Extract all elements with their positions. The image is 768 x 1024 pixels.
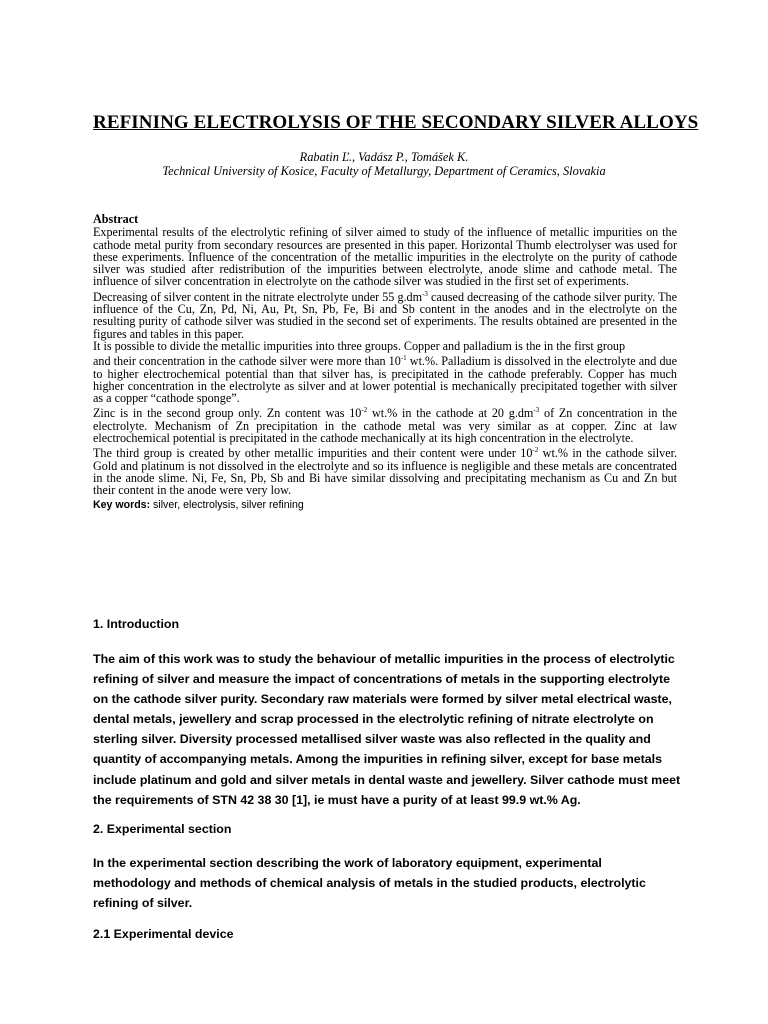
device-section (93, 927, 683, 941)
abstract-heading: Abstract (93, 212, 139, 226)
authors: Rabatin Ľ., Vadász P., Tomášek K. (299, 150, 469, 164)
abstract-text: of Zn concentration in the electrolyte. Mechanism of Zn precipitation in the cathode metal was very similar as at copper. Zinc at law electrochemical potential is precipitated in the cathode mechanically at its high concentration in the electrolyte. (93, 406, 677, 446)
abstract-section (93, 213, 677, 511)
superscript: -3 (533, 406, 540, 415)
abstract-paragraph (93, 447, 677, 496)
abstract-text: and their concentration in the cathode silver were more than 10 (93, 354, 401, 369)
abstract-text: caused decreasing of the cathode silver purity. The influence of the Cu, Zn, Pd, Ni, Au, Pt, Sn, Pb, Fe, Bi and Sb content in the anodes and in the electrolyte on the resulting purity of cathode silver was studied in the second set of experiments. The results obtained are presented in the figures and tables in this paper. (93, 289, 677, 341)
abstract-text: Zinc is in the second group only. Zn content was 10 (93, 406, 362, 421)
keywords-label: Key words: (93, 498, 151, 511)
affiliation: Technical University of Kosice, Faculty of Metallurgy, Department of Ceramics, Slovakia (162, 164, 606, 178)
superscript: -3 (422, 289, 428, 298)
keywords (93, 499, 677, 511)
abstract-text: wt.% in the cathode at 20 g.dm (367, 406, 534, 421)
experimental-body (93, 853, 683, 913)
abstract-paragraph (93, 291, 677, 340)
keywords-list: silver, electrolysis, silver refining (150, 498, 304, 511)
body-paragraph: The aim of this work was to study the behaviour of metallic impurities in the process of electrolytic refining of silver and measure the impact of concentrations of metals in the supporting electrolyte on the cathode silver purity. Secondary raw materials were formed by silver metal electrical waste, dental metals, jewellery and scrap processed in the electrolytic refining of nitrate electrolyte on sterling silver. Diversity processed metallised silver waste was also reflected in the quality and quantity of accompanying metals. Among the impurities in refining silver, except for base metals include platinum and gold and silver metals in dental waste and jewellery. Silver cathode must meet the requirements of STN 42 38 30 [1], ie must have a purity of at least 99.9 wt.% Ag. (93, 652, 681, 807)
body-paragraph: In the experimental section describing the work of laboratory equipment, experimental methodology and methods of chemical analysis of metals in the studied products, electrolytic refining of silver. (93, 856, 646, 911)
abstract-text: wt.%. Palladium is dissolved in the electrolyte and due to higher electrochemical potential than that silver has, is precipitated in the cathode preferably. Copper has much higher concentration in the electrolyte as silver and at lower potential is mechanically precipitated together with silver as a copper “cathode sponge”. (93, 354, 677, 406)
abstract-text: Decreasing of silver content in the nitrate electrolyte under 55 g.dm (93, 289, 423, 304)
experimental-section (93, 822, 683, 836)
superscript: -1 (400, 354, 407, 363)
abstract-paragraph: It is possible to divide the metallic impurities into three groups. Copper and palladium is the in the first group (93, 338, 626, 353)
introduction-body (93, 649, 683, 810)
subsection-heading: 2.1 Experimental device (93, 927, 234, 941)
abstract-paragraph (93, 407, 677, 444)
superscript: -2 (532, 446, 539, 455)
abstract-text: wt.% in the cathode silver. Gold and platinum is not dissolved in the electrolyte and so its influence is negligible and these metals are concentrated in the anode slime. Ni, Fe, Sn, Pb, Sb and Bi have similar dissolving and precipitating mechanism as Cu and Zn but their content in the anode were very low. (93, 446, 678, 498)
abstract-paragraph: Experimental results of the electrolytic refining of silver aimed to study of the influence of metallic impurities on the cathode metal purity from secondary resources are presented in this paper. Horizontal Thumb electrolyser was used for these experiments. Influence of the concentration of the metallic impurities in the electrolyte on the purity of cathode silver was studied after redistribution of the impurities between electrolyte, anode slime and cathode metal. The influence of silver concentration in electrolyte on the cathode silver was studied in the first set of experiments. (93, 225, 677, 289)
section-heading: 1. Introduction (93, 617, 180, 631)
abstract-text: The third group is created by other metallic impurities and their content were under 10 (93, 446, 533, 461)
section-heading: 2. Experimental section (93, 822, 232, 836)
abstract-paragraph (93, 355, 677, 404)
introduction-section (93, 617, 683, 631)
superscript: -2 (361, 406, 368, 415)
paper-title: REFINING ELECTROLYSIS OF THE SECONDARY SILVER ALLOYS (93, 112, 699, 133)
